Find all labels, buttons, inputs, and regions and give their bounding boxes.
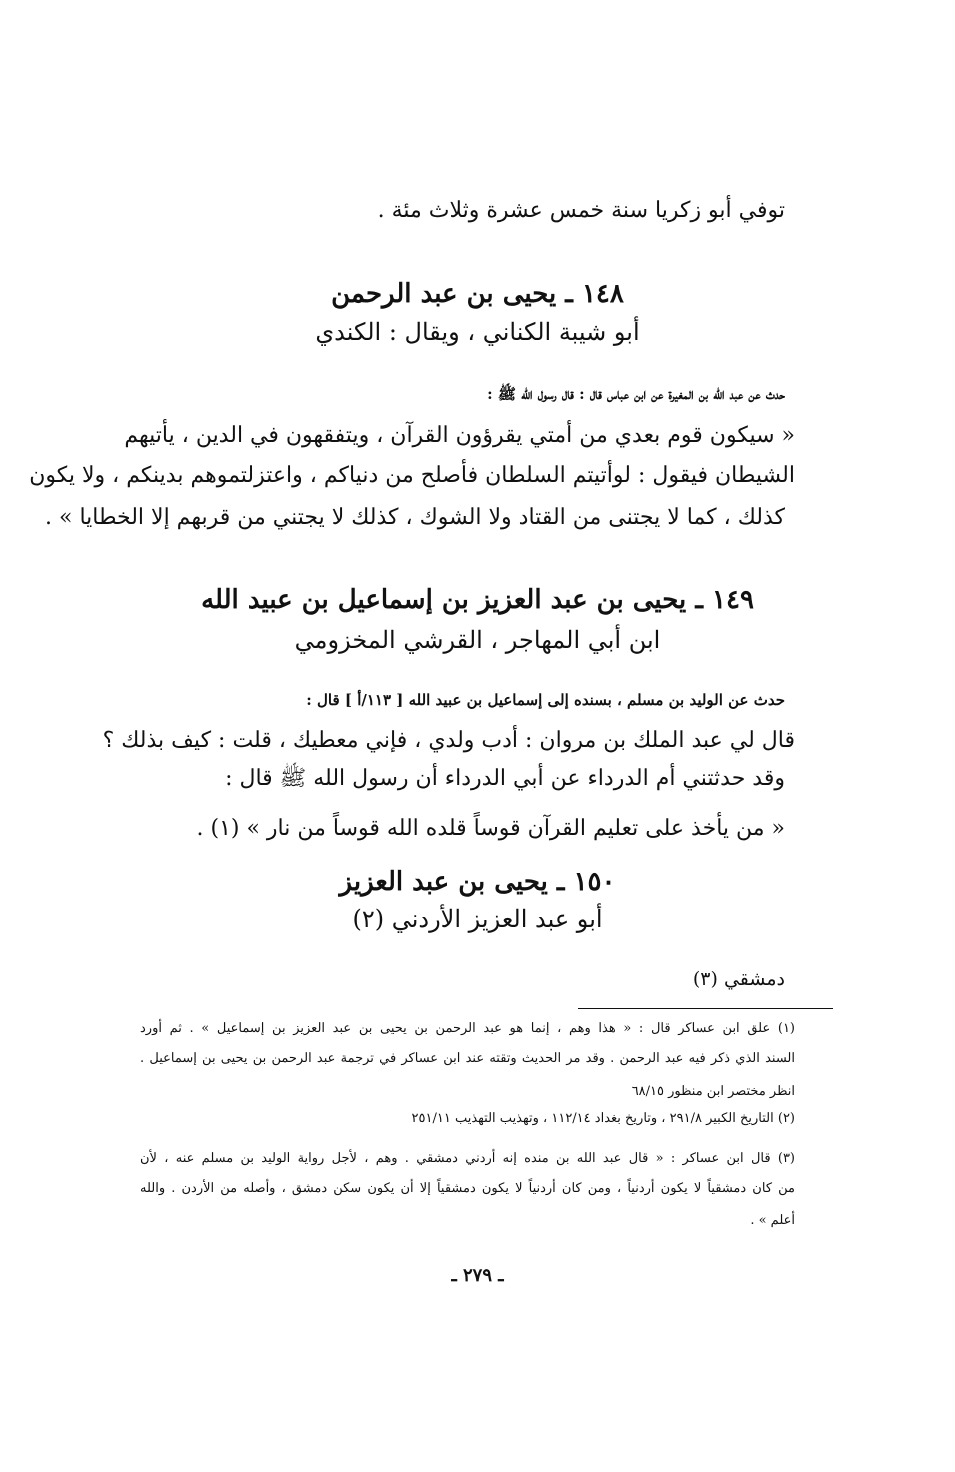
entry-149-title: ١٤٩ ـ يحيى بن عبد العزيز بن إسماعيل بن عبيد الله	[201, 585, 754, 615]
entry-148-title: ١٤٨ ـ يحيى بن عبد الرحمن	[331, 279, 624, 309]
entry-149-text-line: وقد حدثتني أم الدرداء عن أبي الدرداء أن رسول الله ﷺ قال :	[225, 766, 785, 791]
footnote-2: (٢) التاريخ الكبير ٢٩١/٨ ، وتاريخ بغداد ١١٢/١٤ ، وتهذيب التهذيب ٢٥١/١١	[411, 1111, 795, 1126]
footnote-3-line: أعلم » .	[750, 1213, 795, 1228]
entry-148-hadith-line: كذلك ، كما لا يجتنى من القتاد ولا الشوك ، كذلك لا يجتني من قربهم إلا الخطايا » .	[45, 505, 785, 530]
entry-149-subtitle: ابن أبي المهاجر ، القرشي المخزومي	[294, 626, 661, 654]
footnote-1-line: السند الذي ذكر فيه عبد الرحمن . وقد مر الحديث وتقته عند ابن عساكر في ترجمة عبد الرحمن بن يحيى بن إسماعيل .	[140, 1051, 795, 1066]
footnote-3-line: من كان دمشقياً لا يكون أردنياً ، ومن كان أردنياً لا يكون دمشقياً إلا أن يكون سكن دمشق ، وأصله من الأردن . والله	[140, 1181, 795, 1196]
entry-149-isnad: حدث عن الوليد بن مسلم ، بسنده إلى إسماعيل بن عبيد الله [ ١١٣/أ ] قال :	[306, 691, 785, 709]
footnote-divider	[578, 1008, 833, 1009]
page-number: ـ ٢٧٩ ـ	[451, 1265, 504, 1286]
entry-150-subtitle: أبو عبد العزيز الأردني (٢)	[352, 905, 603, 933]
entry-150-text: دمشقي (٣)	[692, 968, 785, 990]
entry-150-title: ١٥٠ ـ يحيى بن عبد العزيز	[339, 867, 616, 897]
footnote-3-line: (٣) قال ابن عساكر : « قال عبد الله بن منده إنه أردني دمشقي . وهم ، لأجل رواية الوليد بن مسلم عنه ، لأن	[140, 1151, 795, 1166]
entry-149-text-line: قال لي عبد الملك بن مروان : أدب ولدي ، فإني معطيك ، قلت : كيف بذلك ؟	[102, 728, 795, 753]
entry-149-hadith: « من يأخذ على تعليم القرآن قوساً قلده الله قوساً من نار » (١) .	[196, 816, 785, 841]
entry-148-subtitle: أبو شيبة الكناني ، ويقال : الكندي	[315, 318, 640, 346]
entry-148-isnad: حدث عن عبد الله بن المغيرة عن ابن عباس قال : قال رسول الله ﷺ :	[487, 385, 785, 403]
intro-line: توفي أبو زكريا سنة خمس عشرة وثلاث مئة .	[377, 198, 785, 223]
entry-148-hadith-line: الشيطان فيقول : لوأتيتم السلطان فأصلح من دنياكم ، واعتزلتموهم بدينكم ، ولا يكون	[29, 463, 795, 488]
footnote-1-line: (١) علق ابن عساكر قال : « هذا وهم ، إنما هو عبد الرحمن بن يحيى بن عبد العزيز بن إسماعيل » . ثم أورد	[140, 1021, 795, 1036]
entry-148-hadith-line: « سيكون قوم بعدي من أمتي يقرؤون القرآن ، ويتفقهون في الدين ، يأتيهم	[124, 423, 795, 448]
footnote-1-line: انظر مختصر ابن منظور ٦٨/١٥	[631, 1084, 795, 1099]
